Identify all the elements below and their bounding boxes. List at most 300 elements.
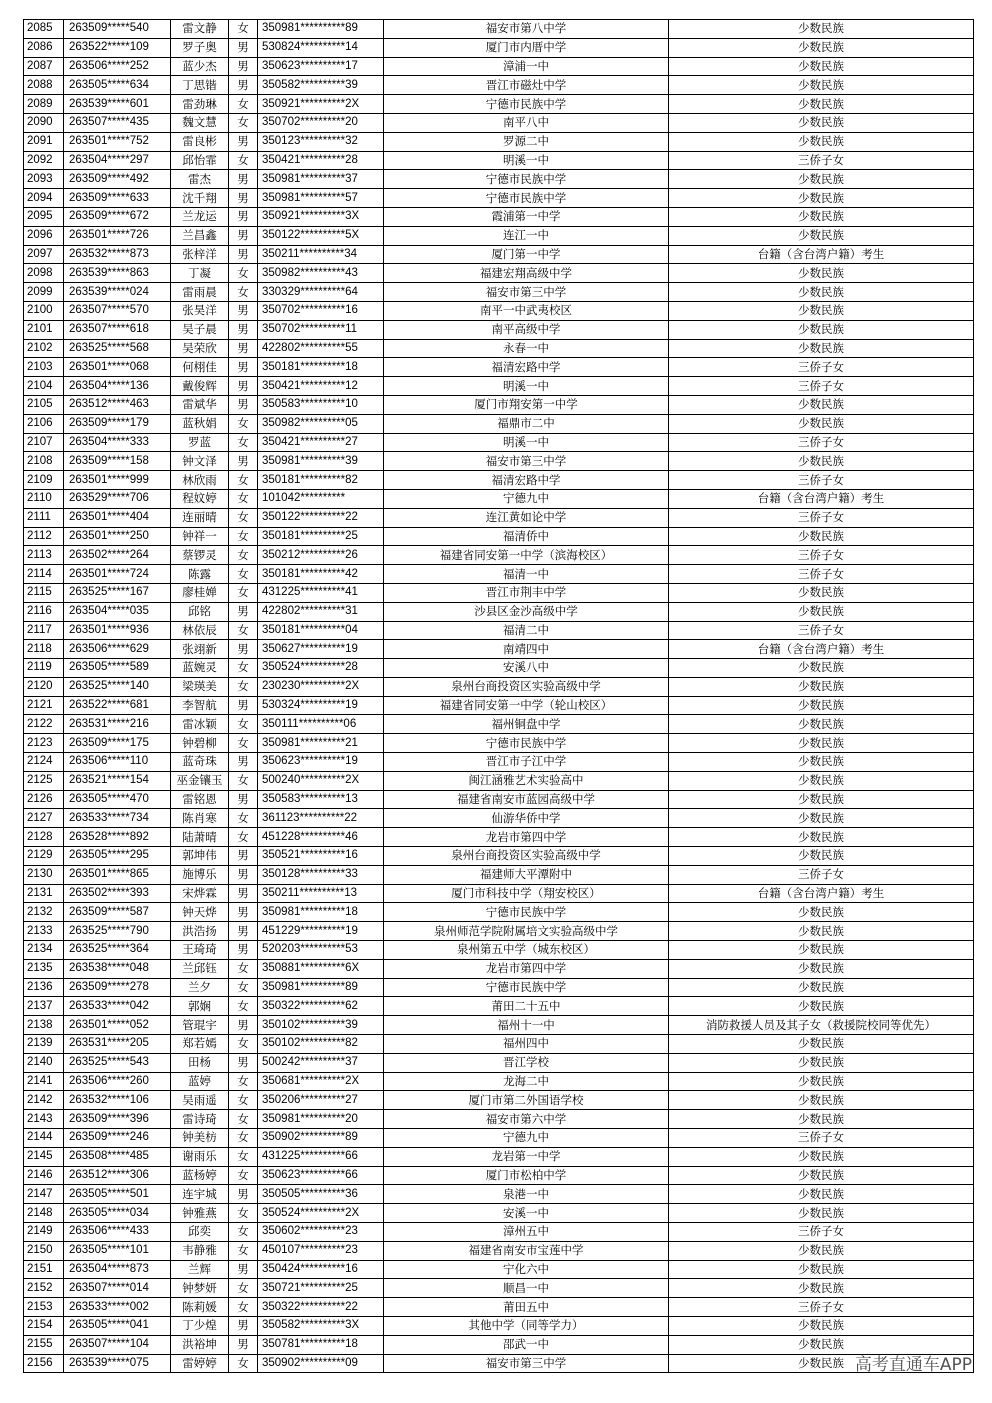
category-cell: 少数民族 xyxy=(669,753,974,772)
id-number-cell: 350902**********89 xyxy=(258,1129,384,1148)
id-number-cell: 350981**********39 xyxy=(258,452,384,471)
row-number-cell: 2128 xyxy=(24,828,64,847)
category-cell: 少数民族 xyxy=(669,1091,974,1110)
category-cell: 少数民族 xyxy=(669,1110,974,1129)
exam-id-cell: 263528*****892 xyxy=(64,828,171,847)
row-number-cell: 2109 xyxy=(24,471,64,490)
category-cell: 少数民族 xyxy=(669,771,974,790)
exam-id-cell: 263509*****179 xyxy=(64,414,171,433)
table-row xyxy=(24,226,974,245)
gender-cell: 女 xyxy=(229,771,258,790)
category-cell: 少数民族 xyxy=(669,1204,974,1223)
student-name-cell: 戴俊辉 xyxy=(171,377,229,396)
row-number-cell: 2098 xyxy=(24,264,64,283)
school-name-cell: 福鼎市二中 xyxy=(384,414,669,433)
exam-id-cell: 263506*****260 xyxy=(64,1072,171,1091)
id-number-cell: 350521**********16 xyxy=(258,847,384,866)
student-name-cell: 吴荣欣 xyxy=(171,339,229,358)
student-name-cell: 蓝杨婷 xyxy=(171,1166,229,1185)
gender-cell: 男 xyxy=(229,847,258,866)
id-number-cell: 350627**********19 xyxy=(258,640,384,659)
exam-id-cell: 263509*****633 xyxy=(64,189,171,208)
school-name-cell: 福清一中 xyxy=(384,565,669,584)
row-number-cell: 2110 xyxy=(24,489,64,508)
id-number-cell: 350181**********25 xyxy=(258,527,384,546)
student-name-cell: 宋烨霖 xyxy=(171,884,229,903)
student-name-cell: 罗蓝 xyxy=(171,433,229,452)
row-number-cell: 2144 xyxy=(24,1129,64,1148)
category-cell: 三侨子女 xyxy=(669,565,974,584)
school-name-cell: 安溪一中 xyxy=(384,1204,669,1223)
id-number-cell: 350122**********5X xyxy=(258,226,384,245)
student-name-cell: 沈千翔 xyxy=(171,189,229,208)
exam-id-cell: 263507*****014 xyxy=(64,1279,171,1298)
school-name-cell: 福建师大平潭附中 xyxy=(384,865,669,884)
student-name-cell: 兰辉 xyxy=(171,1260,229,1279)
id-number-cell: 350582**********3X xyxy=(258,1316,384,1335)
id-number-cell: 361123**********22 xyxy=(258,809,384,828)
student-name-cell: 陈露 xyxy=(171,565,229,584)
student-name-cell: 何栩佳 xyxy=(171,358,229,377)
category-cell: 少数民族 xyxy=(669,715,974,734)
category-cell: 三侨子女 xyxy=(669,546,974,565)
exam-id-cell: 263539*****863 xyxy=(64,264,171,283)
category-cell: 少数民族 xyxy=(669,414,974,433)
row-number-cell: 2140 xyxy=(24,1053,64,1072)
exam-id-cell: 263531*****216 xyxy=(64,715,171,734)
row-number-cell: 2108 xyxy=(24,452,64,471)
row-number-cell: 2135 xyxy=(24,959,64,978)
gender-cell: 女 xyxy=(229,546,258,565)
category-cell: 少数民族 xyxy=(669,132,974,151)
gender-cell: 女 xyxy=(229,414,258,433)
id-number-cell: 350981**********20 xyxy=(258,1110,384,1129)
student-name-cell: 陈肖寒 xyxy=(171,809,229,828)
exam-id-cell: 263505*****034 xyxy=(64,1204,171,1223)
school-name-cell: 厦门市科技中学（翔安校区） xyxy=(384,884,669,903)
row-number-cell: 2125 xyxy=(24,771,64,790)
category-cell: 三侨子女 xyxy=(669,433,974,452)
category-cell: 少数民族 xyxy=(669,790,974,809)
id-number-cell: 530824**********14 xyxy=(258,38,384,57)
table-row xyxy=(24,1185,974,1204)
school-name-cell: 福州铜盘中学 xyxy=(384,715,669,734)
category-cell: 少数民族 xyxy=(669,95,974,114)
id-number-cell: 350702**********16 xyxy=(258,301,384,320)
category-cell: 三侨子女 xyxy=(669,1298,974,1317)
exam-id-cell: 263505*****470 xyxy=(64,790,171,809)
gender-cell: 女 xyxy=(229,565,258,584)
table-row xyxy=(24,978,974,997)
exam-id-cell: 263501*****052 xyxy=(64,1016,171,1035)
id-number-cell: 350623**********19 xyxy=(258,753,384,772)
table-row xyxy=(24,1129,974,1148)
gender-cell: 男 xyxy=(229,922,258,941)
category-cell: 少数民族 xyxy=(669,264,974,283)
gender-cell: 男 xyxy=(229,941,258,960)
table-row xyxy=(24,283,974,302)
table-row xyxy=(24,828,974,847)
id-number-cell: 350982**********05 xyxy=(258,414,384,433)
student-name-cell: 丁少煌 xyxy=(171,1316,229,1335)
student-name-cell: 林依辰 xyxy=(171,621,229,640)
exam-id-cell: 263507*****435 xyxy=(64,113,171,132)
exam-id-cell: 263501*****726 xyxy=(64,226,171,245)
exam-id-cell: 263539*****024 xyxy=(64,283,171,302)
student-name-cell: 吴雨遥 xyxy=(171,1091,229,1110)
gender-cell: 男 xyxy=(229,452,258,471)
gender-cell: 男 xyxy=(229,884,258,903)
gender-cell: 女 xyxy=(229,1072,258,1091)
category-cell: 少数民族 xyxy=(669,978,974,997)
category-cell: 少数民族 xyxy=(669,452,974,471)
exam-id-cell: 263505*****634 xyxy=(64,76,171,95)
gender-cell: 女 xyxy=(229,1223,258,1242)
school-name-cell: 永春一中 xyxy=(384,339,669,358)
student-name-cell: 丁凝 xyxy=(171,264,229,283)
category-cell: 少数民族 xyxy=(669,395,974,414)
category-cell: 三侨子女 xyxy=(669,151,974,170)
exam-id-cell: 263538*****048 xyxy=(64,959,171,978)
table-row xyxy=(24,395,974,414)
gender-cell: 男 xyxy=(229,320,258,339)
student-name-cell: 雷雨晨 xyxy=(171,283,229,302)
row-number-cell: 2094 xyxy=(24,189,64,208)
id-number-cell: 350211**********34 xyxy=(258,245,384,264)
row-number-cell: 2120 xyxy=(24,677,64,696)
student-name-cell: 雷杰 xyxy=(171,170,229,189)
gender-cell: 男 xyxy=(229,76,258,95)
row-number-cell: 2141 xyxy=(24,1072,64,1091)
table-row xyxy=(24,1316,974,1335)
exam-id-cell: 263501*****752 xyxy=(64,132,171,151)
school-name-cell: 龙岩第一中学 xyxy=(384,1147,669,1166)
id-number-cell: 350981**********37 xyxy=(258,170,384,189)
id-number-cell: 350623**********17 xyxy=(258,57,384,76)
table-row xyxy=(24,959,974,978)
table-row xyxy=(24,809,974,828)
category-cell: 三侨子女 xyxy=(669,865,974,884)
gender-cell: 男 xyxy=(229,395,258,414)
student-name-cell: 兰邱钰 xyxy=(171,959,229,978)
id-number-cell: 350582**********39 xyxy=(258,76,384,95)
id-number-cell: 350421**********12 xyxy=(258,377,384,396)
row-number-cell: 2130 xyxy=(24,865,64,884)
id-number-cell: 422802**********31 xyxy=(258,602,384,621)
category-cell: 少数民族 xyxy=(669,828,974,847)
table-row xyxy=(24,884,974,903)
row-number-cell: 2151 xyxy=(24,1260,64,1279)
row-number-cell: 2111 xyxy=(24,508,64,527)
category-cell: 少数民族 xyxy=(669,677,974,696)
table-row xyxy=(24,151,974,170)
exam-id-cell: 263525*****364 xyxy=(64,941,171,960)
table-row xyxy=(24,189,974,208)
student-name-cell: 蓝奇珠 xyxy=(171,753,229,772)
school-name-cell: 罗源二中 xyxy=(384,132,669,151)
student-name-cell: 连宇城 xyxy=(171,1185,229,1204)
school-name-cell: 沙县区金沙高级中学 xyxy=(384,602,669,621)
exam-id-cell: 263504*****333 xyxy=(64,433,171,452)
school-name-cell: 宁德九中 xyxy=(384,1129,669,1148)
school-name-cell: 福清二中 xyxy=(384,621,669,640)
id-number-cell: 350128**********33 xyxy=(258,865,384,884)
table-row xyxy=(24,170,974,189)
table-row xyxy=(24,1016,974,1035)
row-number-cell: 2089 xyxy=(24,95,64,114)
row-number-cell: 2122 xyxy=(24,715,64,734)
table-row xyxy=(24,1241,974,1260)
category-cell: 少数民族 xyxy=(669,1241,974,1260)
table-row xyxy=(24,245,974,264)
table-row xyxy=(24,377,974,396)
gender-cell: 女 xyxy=(229,1091,258,1110)
gender-cell: 女 xyxy=(229,583,258,602)
student-name-cell: 连丽晴 xyxy=(171,508,229,527)
gender-cell: 女 xyxy=(229,659,258,678)
category-cell: 少数民族 xyxy=(669,1035,974,1054)
admission-list-table xyxy=(23,19,974,1373)
category-cell: 少数民族 xyxy=(669,1166,974,1185)
table-row xyxy=(24,57,974,76)
school-name-cell: 连江一中 xyxy=(384,226,669,245)
gender-cell: 女 xyxy=(229,489,258,508)
table-row xyxy=(24,565,974,584)
row-number-cell: 2137 xyxy=(24,997,64,1016)
gender-cell: 男 xyxy=(229,57,258,76)
app-watermark: 高考直通车APP xyxy=(854,1355,972,1375)
student-name-cell: 魏文慧 xyxy=(171,113,229,132)
row-number-cell: 2147 xyxy=(24,1185,64,1204)
category-cell: 消防救援人员及其子女（救援院校同等优先） xyxy=(669,1016,974,1035)
table-row xyxy=(24,20,974,39)
gender-cell: 男 xyxy=(229,207,258,226)
category-cell: 少数民族 xyxy=(669,1316,974,1335)
category-cell: 三侨子女 xyxy=(669,358,974,377)
id-number-cell: 350981**********57 xyxy=(258,189,384,208)
row-number-cell: 2087 xyxy=(24,57,64,76)
student-name-cell: 林欣雨 xyxy=(171,471,229,490)
row-number-cell: 2131 xyxy=(24,884,64,903)
school-name-cell: 明溪一中 xyxy=(384,377,669,396)
row-number-cell: 2129 xyxy=(24,847,64,866)
row-number-cell: 2153 xyxy=(24,1298,64,1317)
school-name-cell: 宁化六中 xyxy=(384,1260,669,1279)
id-number-cell: 431225**********41 xyxy=(258,583,384,602)
exam-id-cell: 263504*****873 xyxy=(64,1260,171,1279)
gender-cell: 男 xyxy=(229,189,258,208)
category-cell: 少数民族 xyxy=(669,57,974,76)
school-name-cell: 霞浦第一中学 xyxy=(384,207,669,226)
student-name-cell: 陆萧晴 xyxy=(171,828,229,847)
id-number-cell: 350102**********39 xyxy=(258,1016,384,1035)
category-cell: 少数民族 xyxy=(669,527,974,546)
table-row xyxy=(24,1279,974,1298)
school-name-cell: 福建省南安市蓝园高级中学 xyxy=(384,790,669,809)
table-row xyxy=(24,433,974,452)
table-row xyxy=(24,865,974,884)
id-number-cell: 350921**********2X xyxy=(258,95,384,114)
id-number-cell: 431225**********66 xyxy=(258,1147,384,1166)
school-name-cell: 宁德市民族中学 xyxy=(384,734,669,753)
exam-id-cell: 263533*****002 xyxy=(64,1298,171,1317)
table-row xyxy=(24,922,974,941)
gender-cell: 女 xyxy=(229,20,258,39)
student-name-cell: 洪浩扬 xyxy=(171,922,229,941)
id-number-cell: 500240**********2X xyxy=(258,771,384,790)
exam-id-cell: 263509*****492 xyxy=(64,170,171,189)
gender-cell: 女 xyxy=(229,1354,258,1373)
row-number-cell: 2104 xyxy=(24,377,64,396)
id-number-cell: 350702**********20 xyxy=(258,113,384,132)
student-name-cell: 邱奕 xyxy=(171,1223,229,1242)
table-row xyxy=(24,771,974,790)
school-name-cell: 宁德市民族中学 xyxy=(384,170,669,189)
exam-id-cell: 263501*****404 xyxy=(64,508,171,527)
student-name-cell: 张梓洋 xyxy=(171,245,229,264)
row-number-cell: 2096 xyxy=(24,226,64,245)
table-row xyxy=(24,734,974,753)
category-cell: 少数民族 xyxy=(669,903,974,922)
table-row xyxy=(24,414,974,433)
table-row xyxy=(24,1053,974,1072)
school-name-cell: 龙岩市第四中学 xyxy=(384,959,669,978)
category-cell: 少数民族 xyxy=(669,38,974,57)
student-name-cell: 兰夕 xyxy=(171,978,229,997)
school-name-cell: 福建省同安第一中学（轮山校区） xyxy=(384,696,669,715)
table-row xyxy=(24,489,974,508)
gender-cell: 男 xyxy=(229,226,258,245)
id-number-cell: 450107**********23 xyxy=(258,1241,384,1260)
category-cell: 少数民族 xyxy=(669,283,974,302)
category-cell: 少数民族 xyxy=(669,696,974,715)
row-number-cell: 2102 xyxy=(24,339,64,358)
row-number-cell: 2090 xyxy=(24,113,64,132)
row-number-cell: 2155 xyxy=(24,1335,64,1354)
gender-cell: 女 xyxy=(229,1147,258,1166)
id-number-cell: 350583**********13 xyxy=(258,790,384,809)
table-row xyxy=(24,677,974,696)
gender-cell: 女 xyxy=(229,1035,258,1054)
id-number-cell: 350981**********21 xyxy=(258,734,384,753)
student-name-cell: 钟梦妍 xyxy=(171,1279,229,1298)
category-cell: 少数民族 xyxy=(669,959,974,978)
gender-cell: 女 xyxy=(229,997,258,1016)
school-name-cell: 泉州师范学院附属培文实验高级中学 xyxy=(384,922,669,941)
gender-cell: 女 xyxy=(229,95,258,114)
id-number-cell: 520203**********53 xyxy=(258,941,384,960)
table-row xyxy=(24,621,974,640)
row-number-cell: 2156 xyxy=(24,1354,64,1373)
row-number-cell: 2134 xyxy=(24,941,64,960)
table-row xyxy=(24,1091,974,1110)
table-row xyxy=(24,715,974,734)
school-name-cell: 福安市第八中学 xyxy=(384,20,669,39)
row-number-cell: 2116 xyxy=(24,602,64,621)
student-name-cell: 雷良彬 xyxy=(171,132,229,151)
row-number-cell: 2117 xyxy=(24,621,64,640)
category-cell: 少数民族 xyxy=(669,1147,974,1166)
table-row xyxy=(24,339,974,358)
student-name-cell: 田杨 xyxy=(171,1053,229,1072)
school-name-cell: 福清侨中 xyxy=(384,527,669,546)
gender-cell: 女 xyxy=(229,151,258,170)
exam-id-cell: 263512*****306 xyxy=(64,1166,171,1185)
school-name-cell: 南平一中武夷校区 xyxy=(384,301,669,320)
gender-cell: 女 xyxy=(229,264,258,283)
exam-id-cell: 263539*****075 xyxy=(64,1354,171,1373)
school-name-cell: 连江黄如论中学 xyxy=(384,508,669,527)
table-row xyxy=(24,264,974,283)
exam-id-cell: 263501*****250 xyxy=(64,527,171,546)
table-row xyxy=(24,113,974,132)
id-number-cell: 350681**********2X xyxy=(258,1072,384,1091)
school-name-cell: 其他中学（同等学力） xyxy=(384,1316,669,1335)
student-name-cell: 韦静雅 xyxy=(171,1241,229,1260)
school-name-cell: 南平八中 xyxy=(384,113,669,132)
category-cell: 少数民族 xyxy=(669,941,974,960)
category-cell: 少数民族 xyxy=(669,922,974,941)
category-cell: 三侨子女 xyxy=(669,508,974,527)
id-number-cell: 350623**********66 xyxy=(258,1166,384,1185)
table-row xyxy=(24,696,974,715)
exam-id-cell: 263505*****041 xyxy=(64,1316,171,1335)
row-number-cell: 2103 xyxy=(24,358,64,377)
exam-id-cell: 263506*****629 xyxy=(64,640,171,659)
student-name-cell: 雷诗琦 xyxy=(171,1110,229,1129)
gender-cell: 男 xyxy=(229,790,258,809)
gender-cell: 女 xyxy=(229,527,258,546)
exam-id-cell: 263507*****570 xyxy=(64,301,171,320)
id-number-cell: 350583**********10 xyxy=(258,395,384,414)
student-name-cell: 李智航 xyxy=(171,696,229,715)
exam-id-cell: 263525*****568 xyxy=(64,339,171,358)
id-number-cell: 350981**********89 xyxy=(258,978,384,997)
category-cell: 少数民族 xyxy=(669,997,974,1016)
exam-id-cell: 263507*****104 xyxy=(64,1335,171,1354)
gender-cell: 男 xyxy=(229,753,258,772)
id-number-cell: 230230**********2X xyxy=(258,677,384,696)
category-cell: 少数民族 xyxy=(669,1053,974,1072)
school-name-cell: 福州十一中 xyxy=(384,1016,669,1035)
exam-id-cell: 263525*****167 xyxy=(64,583,171,602)
exam-id-cell: 263531*****205 xyxy=(64,1035,171,1054)
category-cell: 少数民族 xyxy=(669,207,974,226)
gender-cell: 女 xyxy=(229,283,258,302)
exam-id-cell: 263508*****485 xyxy=(64,1147,171,1166)
id-number-cell: 350781**********18 xyxy=(258,1335,384,1354)
student-name-cell: 雷劲琳 xyxy=(171,95,229,114)
id-number-cell: 350881**********6X xyxy=(258,959,384,978)
category-cell: 少数民族 xyxy=(669,1279,974,1298)
id-number-cell: 350322**********62 xyxy=(258,997,384,1016)
gender-cell: 男 xyxy=(229,1016,258,1035)
exam-id-cell: 263507*****618 xyxy=(64,320,171,339)
school-name-cell: 南平高级中学 xyxy=(384,320,669,339)
gender-cell: 男 xyxy=(229,170,258,189)
gender-cell: 男 xyxy=(229,1335,258,1354)
student-name-cell: 雷婷婷 xyxy=(171,1354,229,1373)
category-cell: 少数民族 xyxy=(669,113,974,132)
row-number-cell: 2138 xyxy=(24,1016,64,1035)
school-name-cell: 漳浦一中 xyxy=(384,57,669,76)
school-name-cell: 仙游华侨中学 xyxy=(384,809,669,828)
gender-cell: 女 xyxy=(229,959,258,978)
gender-cell: 女 xyxy=(229,433,258,452)
id-number-cell: 350102**********82 xyxy=(258,1035,384,1054)
row-number-cell: 2086 xyxy=(24,38,64,57)
gender-cell: 男 xyxy=(229,38,258,57)
